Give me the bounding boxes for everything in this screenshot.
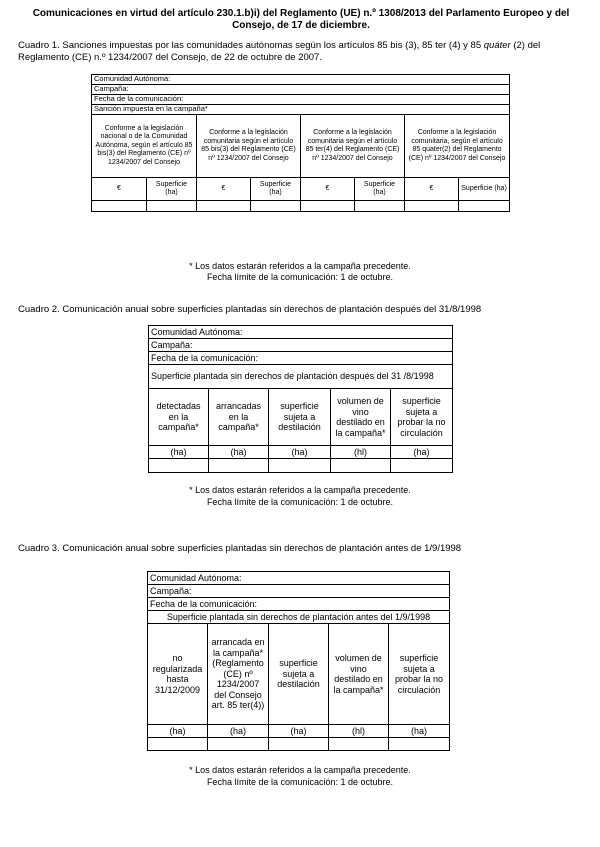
cuadro2-unit: (ha) — [149, 446, 209, 459]
cuadro1-note-1: * Los datos estarán referidos a la campaña precedente. — [189, 261, 411, 271]
cuadro1-header-85quater: Conforme a la legislación comunitaria, según el artículo 85 quater(2) del Reglamento (CE) nº 1234/2007 del Consejo — [405, 115, 510, 178]
cuadro3-header-destilacion: superficie sujeta a destilación — [269, 624, 329, 725]
cuadro2-header-volumen: volumen de vino destilado en la campaña* — [331, 389, 391, 446]
cuadro1-sub-euro: € — [405, 178, 459, 201]
cuadro1-row-fecha: Fecha de la comunicación: — [92, 95, 510, 105]
cuadro3-unit: (ha) — [389, 725, 450, 738]
cuadro1-empty-row — [92, 201, 510, 212]
cuadro2-row-comunidad: Comunidad Autónoma: — [149, 326, 453, 339]
cuadro3-unit: (ha) — [148, 725, 208, 738]
cuadro2-note-1: * Los datos estarán referidos a la campaña precedente. — [189, 485, 411, 495]
cuadro3-unit: (ha) — [208, 725, 269, 738]
cuadro3-note-2: Fecha límite de la comunicación: 1 de octubre. — [206, 777, 394, 787]
cuadro2-unit: (ha) — [209, 446, 269, 459]
cuadro3-row-fecha: Fecha de la comunicación: — [148, 598, 450, 611]
cuadro1-header-85bis: Conforme a la legislación comunitaria según el artículo 85 bis(3) del Reglamento (CE) nº 1234/2007 del Consejo — [197, 115, 301, 178]
cuadro1-sub-superficie: Superficie (ha) — [355, 178, 405, 201]
cuadro1-sub-superficie: Superficie (ha) — [147, 178, 197, 201]
cuadro2-header-circulacion: superficie sujeta a probar la no circulación — [391, 389, 453, 446]
cuadro3-row-superficie: Superficie plantada sin derechos de plantación antes del 1/9/1998 — [148, 611, 450, 624]
document-title: Comunicaciones en virtud del artículo 230.1.b)i) del Reglamento (UE) n.º 1308/2013 del Parlamento Europeo y del Consejo, de 17 de diciembre. — [32, 8, 570, 31]
cuadro2-table — [148, 325, 453, 473]
cuadro2-unit: (ha) — [269, 446, 331, 459]
cuadro2-row-superficie: Superficie plantada sin derechos de plantación después del 31 /8/1998 — [149, 365, 453, 389]
cuadro2-note-2: Fecha límite de la comunicación: 1 de octubre. — [206, 497, 394, 507]
cuadro1-caption-a: Cuadro 1. Sanciones impuestas por las comunidades autónomas según los artículos 85 bis (3), 85 ter (4) y 85 — [18, 40, 484, 51]
cuadro3-header-circulacion: superficie sujeta a probar la no circulación — [389, 624, 450, 725]
cuadro3-row-campana: Campaña: — [148, 585, 450, 598]
cuadro3-header-no-regularizada: no regularizada hasta 31/12/2009 — [148, 624, 208, 725]
cuadro2-row-campana: Campaña: — [149, 339, 453, 352]
cuadro1-sub-euro: € — [197, 178, 251, 201]
cuadro2-empty-row — [149, 459, 453, 473]
cuadro2-header-detectadas: detectadas en la campaña* — [149, 389, 209, 446]
cuadro3-header-volumen: volumen de vino destilado en la campaña* — [329, 624, 389, 725]
cuadro2-row-fecha: Fecha de la comunicación: — [149, 352, 453, 365]
cuadro1-row-campana: Campaña: — [92, 85, 510, 95]
cuadro3-table — [147, 571, 450, 751]
cuadro3-row-comunidad: Comunidad Autónoma: — [148, 572, 450, 585]
cuadro3-empty-row — [148, 738, 450, 751]
cuadro1-table — [91, 74, 510, 212]
cuadro2-caption: Cuadro 2. Comunicación anual sobre superficies plantadas sin derechos de plantación después del 31/8/1998 — [18, 304, 482, 315]
cuadro1-caption-em: quáter — [483, 40, 511, 51]
cuadro1-row-comunidad: Comunidad Autónoma: — [92, 75, 510, 85]
cuadro2-unit: (hl) — [331, 446, 391, 459]
cuadro1-row-sancion: Sanción impuesta en la campaña* — [92, 105, 510, 115]
cuadro1-note-2: Fecha límite de la comunicación: 1 de octubre. — [206, 272, 394, 282]
cuadro3-unit: (hl) — [329, 725, 389, 738]
cuadro3-unit: (ha) — [269, 725, 329, 738]
cuadro3-caption: Cuadro 3. Comunicación anual sobre superficies plantadas sin derechos de plantación antes de 1/9/1998 — [18, 543, 462, 554]
cuadro1-caption-b: (2) del Reglamento (CE) n.º 1234/2007 del Consejo, de 22 de octubre de 2007. — [18, 40, 541, 63]
cuadro1-sub-euro: € — [301, 178, 355, 201]
cuadro1-sub-superficie: Superficie (ha) — [251, 178, 301, 201]
cuadro1-caption — [18, 40, 584, 64]
cuadro2-header-destilacion: superficie sujeta a destilación — [269, 389, 331, 446]
cuadro1-sub-euro: € — [92, 178, 147, 201]
cuadro3-note-1: * Los datos estarán referidos a la campaña precedente. — [189, 765, 411, 775]
cuadro2-header-arrancadas: arrancadas en la campaña* — [209, 389, 269, 446]
cuadro2-unit: (ha) — [391, 446, 453, 459]
cuadro3-header-arrancada: arrancada en la campaña* (Reglamento (CE) nº 1234/2007 del Consejo art. 85 ter(4)) — [208, 624, 269, 725]
cuadro1-header-nacional: Conforme a la legislación nacional o de la Comunidad Autónoma, según el artículo 85 bis(3) del Reglamento (CE) nº 1234/2007 del Consejo — [92, 115, 197, 178]
cuadro1-sub-superficie: Superficie (ha) — [459, 178, 510, 201]
cuadro1-header-85ter: Conforme a la legislación comunitaria según el artículo 85 ter(4) del Reglamento (CE) nº 1234/2007 del Consejo — [301, 115, 405, 178]
